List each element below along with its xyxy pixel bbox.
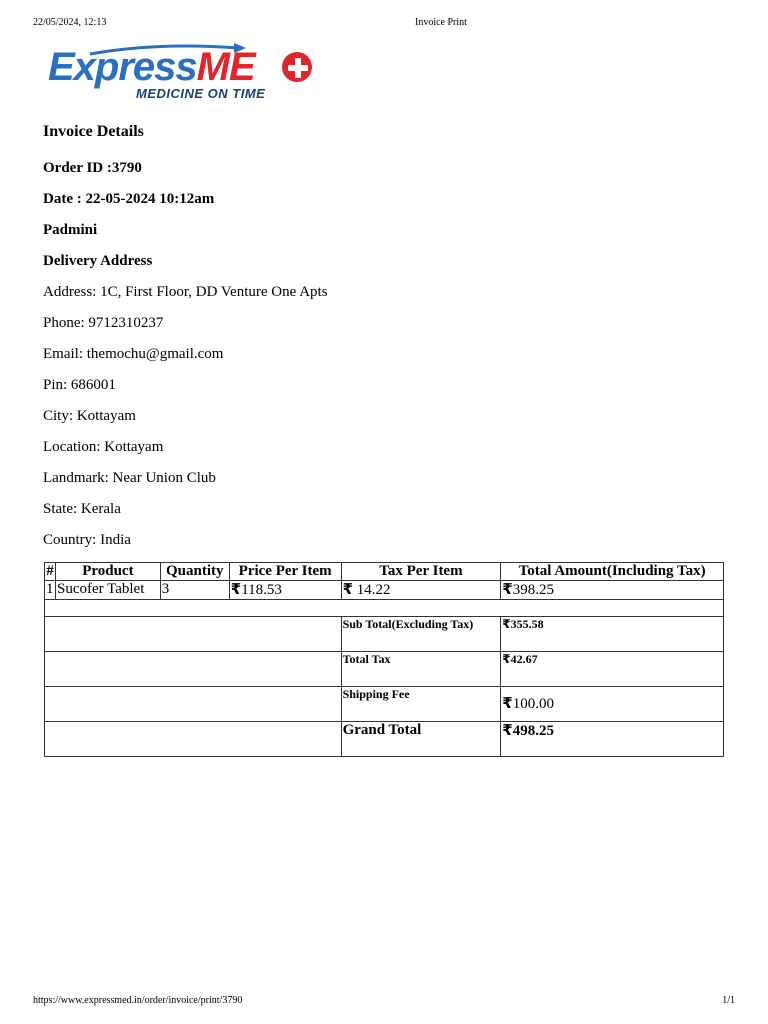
product-name: Sucofer Tablet <box>55 581 160 600</box>
grand-total-value: ₹498.25 <box>501 722 724 757</box>
print-page-number: 1/1 <box>722 995 735 1006</box>
tax-label: Total Tax <box>341 652 501 687</box>
column-header: # <box>46 563 54 579</box>
column-header: Quantity <box>160 563 229 581</box>
order-date: Date : 22-05-2024 10:12am <box>43 191 215 207</box>
subtotal-value: ₹355.58 <box>501 617 724 652</box>
phone-line: Phone: 9712310237 <box>43 315 164 331</box>
spacer-row <box>45 600 724 617</box>
print-url: https://www.expressmed.in/order/invoice/print/3790 <box>33 995 243 1006</box>
medical-cross-icon <box>282 52 312 82</box>
column-header: Tax Per Item <box>341 563 501 581</box>
state-line: State: Kerala <box>43 501 121 517</box>
column-header: Product <box>55 563 160 581</box>
print-datetime: 22/05/2024, 12:13 <box>33 17 107 28</box>
invoice-items-table <box>44 562 724 757</box>
customer-name: Padmini <box>43 222 98 238</box>
grand-total-label: Grand Total <box>341 722 501 757</box>
location-line: Location: Kottayam <box>43 439 164 455</box>
print-page-title: Invoice Print <box>415 17 467 28</box>
tax-value: ₹42.67 <box>501 652 724 687</box>
email-line: Email: themochu@gmail.com <box>43 346 224 362</box>
row-number: 1 <box>45 581 56 600</box>
subtotal-label: Sub Total(Excluding Tax) <box>341 617 501 652</box>
rupee-icon: ₹ <box>502 652 511 666</box>
quantity: 3 <box>160 581 229 600</box>
price-per-item: ₹118.53 <box>229 581 341 600</box>
subtotal-row <box>45 617 724 652</box>
column-header: Price Per Item <box>229 563 341 581</box>
browser-print-footer <box>33 994 735 1008</box>
logo-tagline: MEDICINE ON TIME <box>136 86 266 101</box>
invoice-heading: Invoice Details <box>43 123 144 140</box>
shipping-value: ₹100.00 <box>501 687 724 722</box>
table-header-row <box>45 563 724 581</box>
logo-brand-med: ME <box>196 45 255 89</box>
delivery-address-heading: Delivery Address <box>43 253 153 269</box>
rupee-icon: ₹ <box>502 721 513 739</box>
tax-row <box>45 652 724 687</box>
total-amount: ₹398.25 <box>501 581 724 600</box>
column-header: Total Amount(Including Tax) <box>501 563 724 581</box>
rupee-icon: ₹ <box>342 580 353 598</box>
expressmed-logo <box>48 42 308 106</box>
invoice-details <box>43 120 733 550</box>
logo-brand-text <box>48 46 255 88</box>
tax-per-item: ₹ 14.22 <box>341 581 501 600</box>
country-line: Country: India <box>43 532 131 548</box>
rupee-icon: ₹ <box>230 580 242 598</box>
grand-total-row <box>45 722 724 757</box>
address-line: Address: 1C, First Floor, DD Venture One Apts <box>43 284 328 300</box>
shipping-row <box>45 687 724 722</box>
city-line: City: Kottayam <box>43 408 136 424</box>
table-row <box>45 581 724 600</box>
pin-line: Pin: 686001 <box>43 377 116 393</box>
rupee-icon: ₹ <box>502 617 511 631</box>
logo-brand-express: Express <box>48 45 197 89</box>
rupee-icon: ₹ <box>502 580 513 598</box>
rupee-icon: ₹ <box>502 694 513 712</box>
browser-print-header <box>33 16 735 30</box>
landmark-line: Landmark: Near Union Club <box>43 470 216 486</box>
order-id: Order ID :3790 <box>43 160 142 176</box>
shipping-label: Shipping Fee <box>341 687 501 722</box>
